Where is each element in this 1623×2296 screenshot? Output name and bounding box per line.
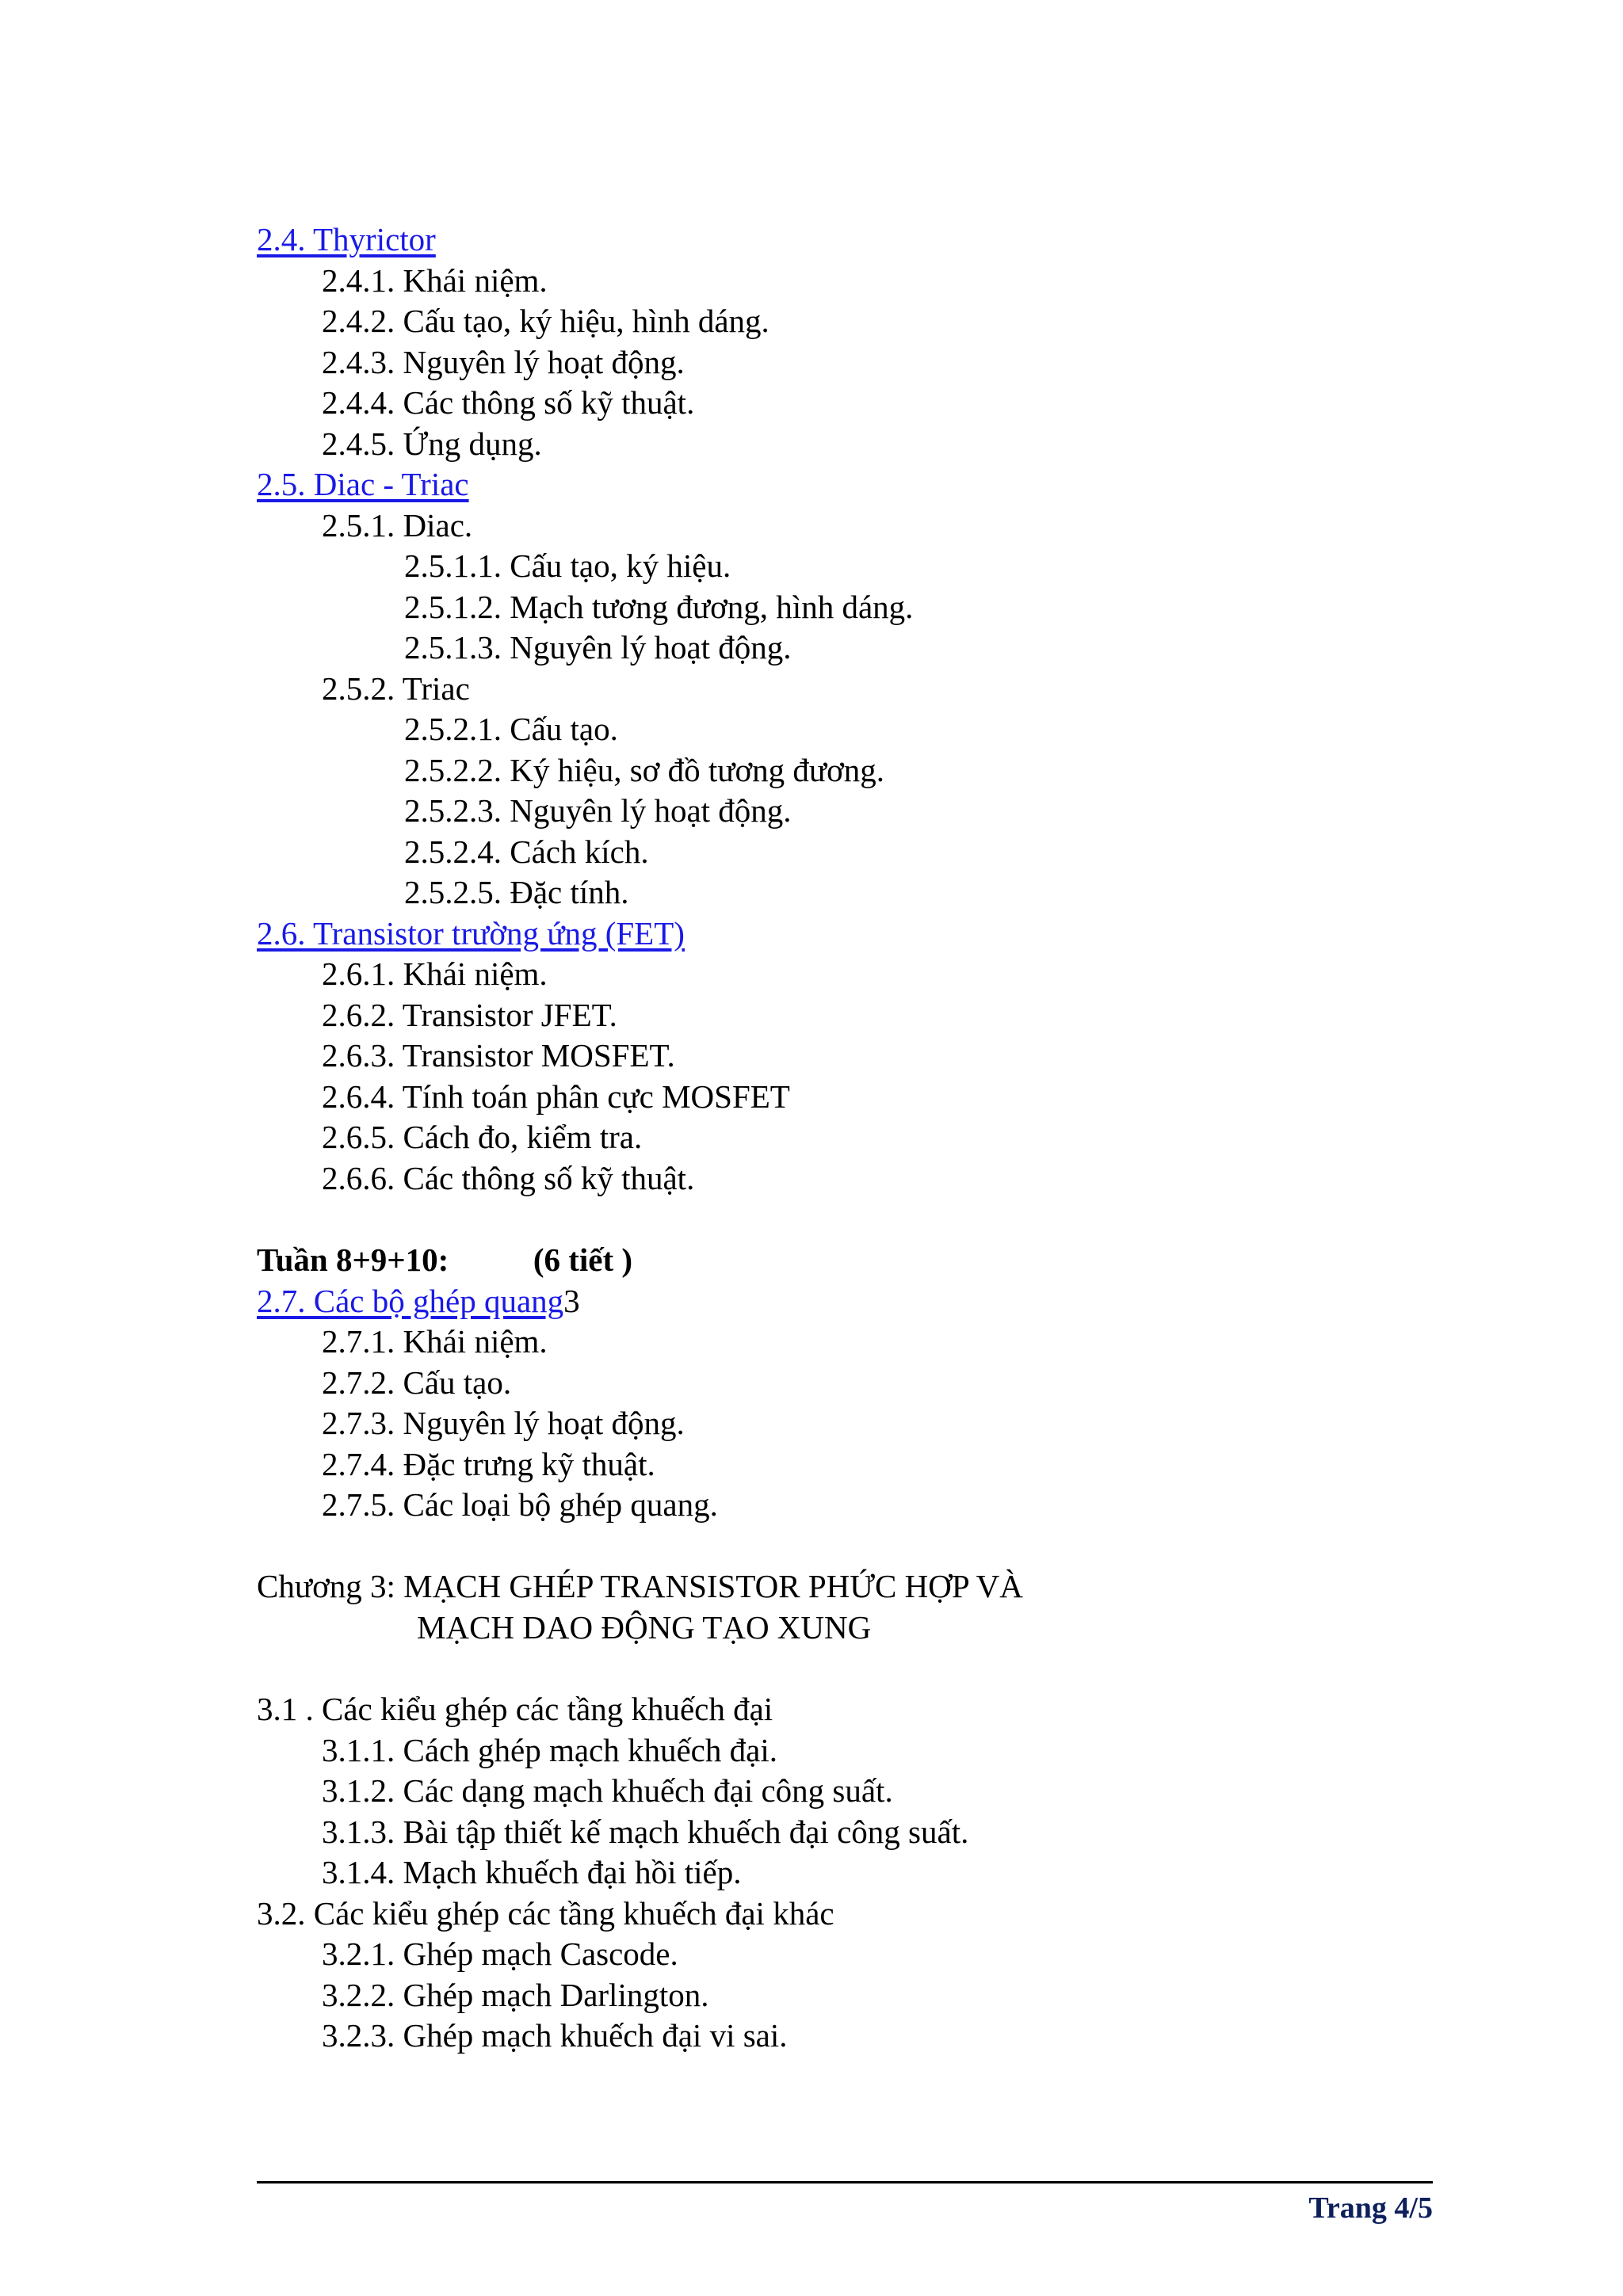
week-periods: (6 tiết ) — [533, 1241, 633, 1278]
week-heading — [257, 1239, 632, 1280]
outline-subitem: 2.5.2.1. Cấu tạo. — [404, 711, 618, 747]
outline-item: 2.4.2. Cấu tạo, ký hiệu, hình dáng. — [322, 303, 769, 339]
outline-item: 2.6.6. Các thông số kỹ thuật. — [322, 1160, 695, 1196]
section-2-7-suffix: 3 — [563, 1283, 580, 1319]
section-2-6-heading[interactable] — [257, 913, 685, 954]
outline-item: 3.1.1. Cách ghép mạch khuếch đại. — [322, 1732, 777, 1768]
chapter-3-title-line1: Chương 3: MẠCH GHÉP TRANSISTOR PHỨC HỢP VÀ — [257, 1568, 1023, 1604]
outline-subitem: 2.5.1.1. Cấu tạo, ký hiệu. — [404, 547, 731, 584]
page-number: Trang 4/5 — [1308, 2191, 1433, 2225]
outline-item: 2.4.1. Khái niệm. — [322, 262, 548, 299]
section-2-7-link[interactable]: 2.7. Các bộ ghép quang — [257, 1283, 564, 1319]
outline-item: 2.7.1. Khái niệm. — [322, 1323, 548, 1360]
footer-divider — [257, 2181, 1433, 2183]
outline-item: 2.6.4. Tính toán phân cực MOSFET — [322, 1078, 790, 1115]
outline-item: 3.2.1. Ghép mạch Cascode. — [322, 1936, 678, 1972]
outline-item: 2.6.3. Transistor MOSFET. — [322, 1037, 675, 1074]
section-2-5-heading[interactable] — [257, 463, 469, 505]
outline-subitem: 2.5.2.3. Nguyên lý hoạt động. — [404, 792, 792, 829]
outline-item: 2.5.2. Triac — [322, 670, 470, 707]
outline-item: 3.2.3. Ghép mạch khuếch đại vi sai. — [322, 2017, 788, 2054]
outline-item: 2.6.2. Transistor JFET. — [322, 997, 617, 1033]
outline-subitem: 2.5.1.2. Mạch tương đương, hình dáng. — [404, 589, 914, 625]
outline-item: 2.7.3. Nguyên lý hoạt động. — [322, 1405, 685, 1441]
outline-item: 2.5.1. Diac. — [322, 507, 473, 543]
outline-item: 2.4.4. Các thông số kỹ thuật. — [322, 384, 695, 421]
section-2-4-heading[interactable] — [257, 219, 436, 260]
outline-item: 2.4.3. Nguyên lý hoạt động. — [322, 344, 685, 380]
section-2-4-link[interactable]: 2.4. Thyrictor — [257, 221, 436, 257]
outline-item: 2.6.5. Cách đo, kiểm tra. — [322, 1119, 643, 1155]
outline-item: 3.1.4. Mạch khuếch đại hồi tiếp. — [322, 1854, 742, 1890]
section-2-6-link[interactable]: 2.6. Transistor trường ứng (FET) — [257, 915, 685, 952]
outline-item: 2.7.4. Đặc trưng kỹ thuật. — [322, 1446, 655, 1482]
outline-item: 3.1.2. Các dạng mạch khuếch đại công suất. — [322, 1772, 893, 1809]
outline-item: 2.7.5. Các loại bộ ghép quang. — [322, 1486, 718, 1523]
outline-item: 3.1.3. Bài tập thiết kế mạch khuếch đại công suất. — [322, 1814, 969, 1850]
outline-item: 2.6.1. Khái niệm. — [322, 955, 548, 992]
section-2-7-heading[interactable] — [257, 1280, 580, 1322]
outline-subitem: 2.5.2.5. Đặc tính. — [404, 874, 629, 910]
outline-subitem: 2.5.2.4. Cách kích. — [404, 833, 649, 870]
section-2-5-link[interactable]: 2.5. Diac - Triac — [257, 466, 469, 502]
outline-subitem: 2.5.2.2. Ký hiệu, sơ đồ tương đương. — [404, 752, 885, 788]
week-label: Tuần 8+9+10: — [257, 1241, 449, 1278]
section-3-2-heading: 3.2. Các kiểu ghép các tầng khuếch đại khác — [257, 1895, 834, 1932]
outline-item: 2.4.5. Ứng dụng. — [322, 425, 542, 462]
section-3-1-heading: 3.1 . Các kiểu ghép các tầng khuếch đại — [257, 1691, 773, 1727]
outline-item: 3.2.2. Ghép mạch Darlington. — [322, 1977, 709, 2013]
outline-item: 2.7.2. Cấu tạo. — [322, 1364, 512, 1401]
chapter-3-title-line2: MẠCH DAO ĐỘNG TẠO XUNG — [417, 1609, 872, 1646]
outline-subitem: 2.5.1.3. Nguyên lý hoạt động. — [404, 629, 792, 666]
